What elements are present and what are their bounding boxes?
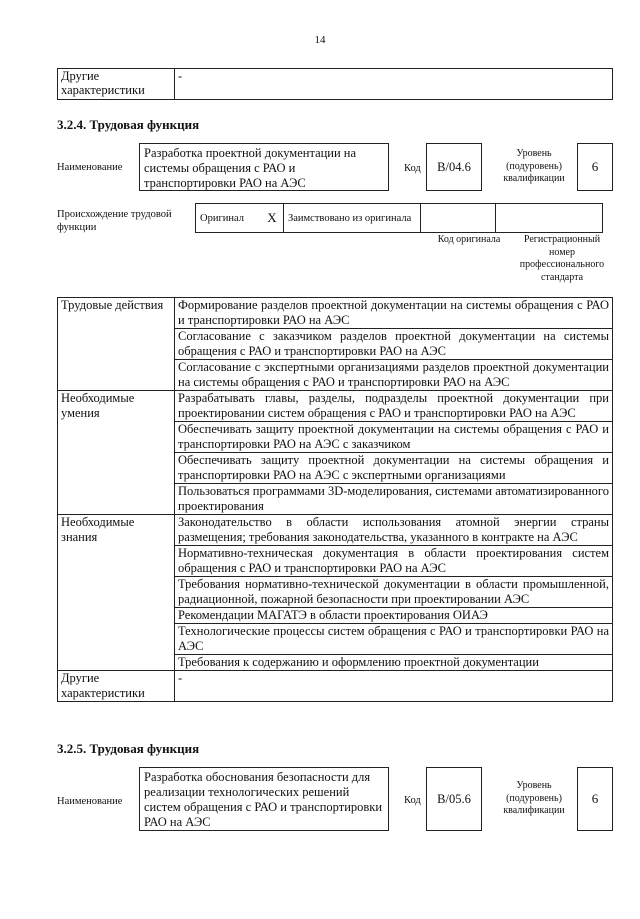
labor-action-row: Согласование с заказчиком разделов проектной документации на системы обращения с РАО и транспортировки РАО на АЭС — [175, 329, 613, 360]
other-characteristics-value: - — [175, 671, 613, 702]
section-heading-325: 3.2.5. Трудовая функция — [57, 741, 200, 756]
origin-table — [195, 203, 603, 233]
function-name-324: Разработка проектной документации на системы обращения с РАО и транспортировки РАО на АЭС — [139, 143, 389, 191]
original-label: Оригинал — [196, 204, 262, 233]
labor-actions-label: Трудовые действия — [58, 298, 175, 391]
reg-number-label: Регистрационный номер профессионального стандарта — [519, 234, 605, 283]
other-characteristics-label: Другие характеристики — [58, 671, 175, 702]
page-number: 14 — [314, 34, 326, 46]
skill-row: Разрабатывать главы, разделы, подразделы проектной документации при проектировании систем обращения с РАО и транспортировки РАО на АЭС — [175, 391, 613, 422]
skills-label: Необходимые умения — [58, 391, 175, 515]
borrowed-label: Заимствовано из оригинала — [284, 204, 421, 233]
code-original-label: Код оригинала — [437, 234, 501, 245]
name-label-325: Наименование — [57, 796, 123, 807]
code-label-325: Код — [404, 795, 421, 806]
code-original-cell — [421, 204, 496, 233]
code-label-324: Код — [404, 163, 421, 174]
skill-row: Обеспечивать защиту проектной документации на системы обращения и транспортировки РАО на АЭС с экспертными организациями — [175, 453, 613, 484]
function-code-325: В/05.6 — [426, 767, 482, 831]
function-name-325: Разработка обоснования безопасности для реализации технологических решений систем обращения с РАО и транспортировки РАО на АЭС — [139, 767, 389, 831]
function-code-324: В/04.6 — [426, 143, 482, 191]
labor-action-row: Согласование с экспертными организациями разделов проектной документации на системы обращения с РАО и транспортировки РАО на АЭС — [175, 360, 613, 391]
section-heading-324: 3.2.4. Трудовая функция — [57, 117, 200, 132]
qualification-level-325: 6 — [577, 767, 613, 831]
knowledge-row: Нормативно-техническая документация в области проектирования систем обращения с РАО и транспортировки РАО на АЭС — [175, 546, 613, 577]
qualification-level-324: 6 — [577, 143, 613, 191]
knowledge-row: Требования нормативно-технической документации в области промышленной, радиационной, пожарной безопасности при проектировании АЭС — [175, 577, 613, 608]
labor-function-table — [57, 297, 613, 702]
name-label-324: Наименование — [57, 162, 123, 173]
knowledge-label: Необходимые знания — [58, 515, 175, 671]
knowledge-row: Требования к содержанию и оформлению проектной документации — [175, 655, 613, 671]
other-characteristics-label: Другие характеристики — [58, 69, 175, 100]
level-label-325: Уровень (подуровень) квалификации — [503, 780, 565, 816]
skill-row: Обеспечивать защиту проектной документации на системы обращения с РАО и транспортировки РАО на АЭС с заказчиком — [175, 422, 613, 453]
level-label-324: Уровень (подуровень) квалификации — [503, 148, 565, 184]
labor-action-row: Формирование разделов проектной документации на системы обращения с РАО и транспортировки РАО на АЭС — [175, 298, 613, 329]
reg-number-cell — [496, 204, 603, 233]
other-characteristics-table-top — [57, 68, 613, 100]
other-characteristics-value: - — [175, 69, 613, 100]
knowledge-row: Рекомендации МАГАТЭ в области проектирования ОИАЭ — [175, 608, 613, 624]
original-mark: X — [261, 204, 284, 233]
skill-row: Пользоваться программами 3D-моделирования, системами автоматизированного проектирования — [175, 484, 613, 515]
knowledge-row: Законодательство в области использования атомной энергии страны размещения; требования законодательства, указанного в контракте на АЭС — [175, 515, 613, 546]
knowledge-row: Технологические процессы систем обращения с РАО и транспортировки РАО на АЭС — [175, 624, 613, 655]
origin-label: Происхождение трудовой функции — [57, 209, 172, 233]
